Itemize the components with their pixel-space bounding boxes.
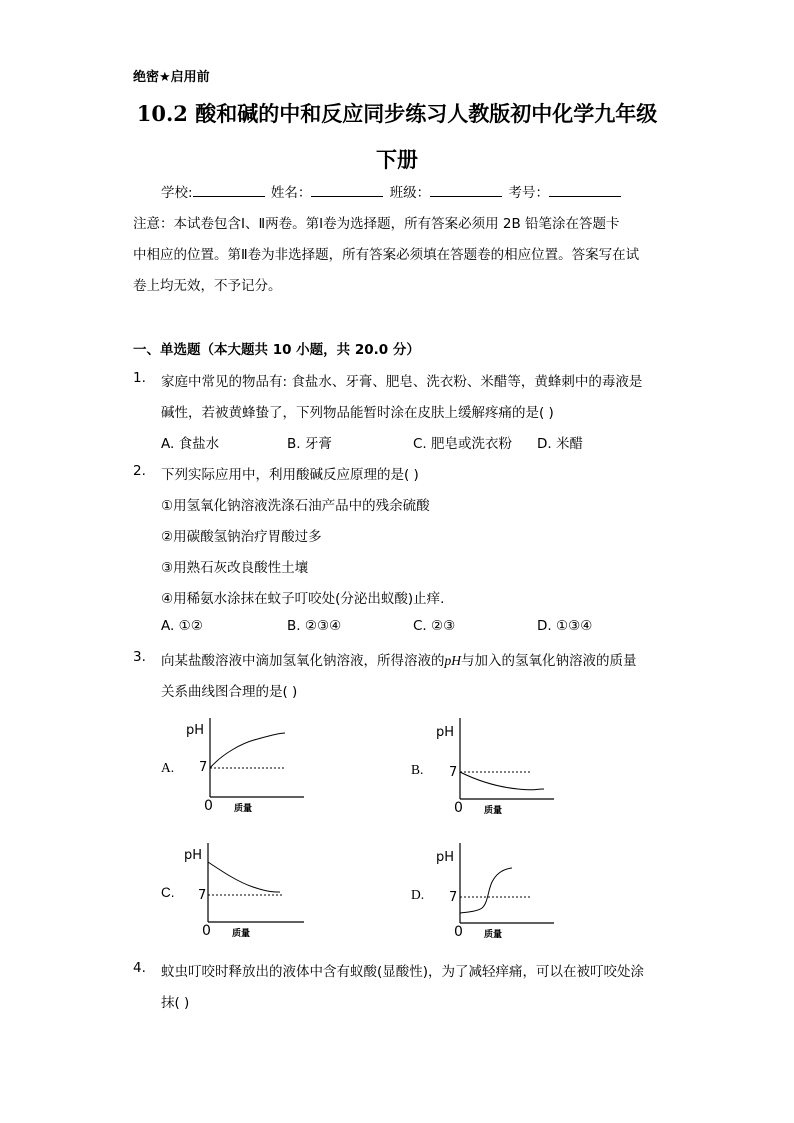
statement: ④用稀氨水涂抹在蚊子叮咬处(分泌出蚁酸)止痒.: [161, 591, 445, 607]
origin-label: 0: [454, 800, 463, 816]
graph-option-b[interactable]: [408, 715, 568, 820]
graph-label: D.: [411, 887, 425, 902]
exam-number-field[interactable]: [549, 183, 621, 197]
option-label: C.: [413, 436, 427, 452]
graph-label: C.: [161, 885, 175, 900]
question-text: 下列实际应用中，利用酸碱反应原理的是( ): [161, 467, 419, 483]
exam-number-label: 考号：: [508, 185, 549, 201]
x-axis-label: 质量: [484, 930, 503, 940]
option-label: C.: [413, 618, 427, 634]
reference-value: 7: [199, 760, 208, 775]
y-axis-label: pH: [186, 723, 205, 738]
graph-label: A.: [161, 760, 175, 775]
graph-option-c[interactable]: [158, 840, 318, 945]
origin-label: 0: [202, 923, 211, 939]
option-b[interactable]: [287, 618, 341, 634]
option-b[interactable]: [287, 432, 332, 452]
reference-value: 7: [449, 890, 458, 905]
graph-option-d[interactable]: [408, 840, 568, 945]
option-d[interactable]: [537, 618, 592, 634]
option-label: B.: [287, 436, 301, 452]
graph-option-a[interactable]: [158, 715, 318, 820]
question-text-part: 向某盐酸溶液中滴加氢氧化钠溶液，所得溶液的: [161, 653, 445, 669]
class-label: 班级：: [389, 185, 431, 201]
option-text: ②③: [431, 618, 456, 634]
option-text: 食盐水: [178, 436, 220, 452]
y-axis-label: pH: [436, 850, 455, 865]
option-c[interactable]: [413, 618, 455, 634]
question-text: 碱性，若被黄蜂蛰了，下列物品能暂时涂在皮肤上缓解疼痛的是( ): [161, 405, 554, 421]
y-axis-label: pH: [184, 848, 203, 863]
option-text: 米醋: [555, 436, 583, 452]
option-label: B.: [287, 618, 301, 634]
question-text-part: 与加入的氢氧化钠溶液的质量: [461, 653, 637, 669]
statement: ①用氢氧化钠溶液洗涤石油产品中的残余硫酸: [161, 498, 430, 514]
name-label: 姓名：: [270, 185, 312, 201]
x-axis-label: 质量: [484, 806, 503, 816]
option-c[interactable]: [413, 432, 512, 452]
option-label: A.: [161, 618, 175, 634]
class-field[interactable]: [430, 183, 502, 197]
x-axis-label: 质量: [234, 804, 253, 814]
ph-math-symbol: pH: [444, 653, 461, 668]
option-a[interactable]: [161, 432, 219, 452]
option-label: A.: [161, 436, 175, 452]
student-info-row: [161, 181, 623, 201]
section-heading: 一、单选题（本大题共 10 小题，共 20.0 分）: [133, 342, 420, 358]
option-label: D.: [537, 618, 552, 634]
notice-line: 注意：本试卷包含Ⅰ、Ⅱ两卷。第Ⅰ卷为选择题，所有答案必须用 2B 铅笔涂在答题卡: [133, 216, 620, 232]
option-text: ②③④: [304, 618, 342, 634]
school-label: 学校:: [161, 185, 193, 201]
option-text: 牙膏: [304, 436, 332, 452]
secret-label: 绝密★启用前: [133, 70, 210, 85]
name-field[interactable]: [311, 183, 383, 197]
option-a[interactable]: [161, 618, 203, 634]
origin-label: 0: [204, 798, 213, 814]
y-axis-label: pH: [436, 725, 455, 740]
question-text: 抹( ): [161, 995, 190, 1011]
page-title-line2: 下册: [376, 147, 418, 172]
x-axis-label: 质量: [232, 929, 251, 939]
school-field[interactable]: [193, 183, 265, 197]
origin-label: 0: [454, 924, 463, 940]
question-text: 蚊虫叮咬时释放出的液体中含有蚁酸(显酸性)，为了减轻痒痛，可以在被叮咬处涂: [161, 964, 645, 980]
question-number: 4.: [133, 960, 146, 976]
question-text: 关系曲线图合理的是( ): [161, 684, 298, 700]
reference-value: 7: [198, 888, 207, 903]
question-number: 1.: [133, 370, 146, 386]
notice-line: 中相应的位置。第Ⅱ卷为非选择题，所有答案必须填在答题卷的相应位置。答案写在试: [133, 247, 640, 263]
option-text: ①③④: [555, 618, 593, 634]
option-text: 肥皂或洗衣粉: [431, 436, 513, 452]
statement: ②用碳酸氢钠治疗胃酸过多: [161, 529, 322, 545]
page-title: 10.2 酸和碱的中和反应同步练习人教版初中化学九年级: [136, 101, 658, 126]
option-d[interactable]: [537, 432, 583, 452]
option-label: D.: [537, 436, 552, 452]
question-text: [161, 649, 637, 669]
option-text: ①②: [178, 618, 203, 634]
graph-label: B.: [411, 762, 424, 777]
statement: ③用熟石灰改良酸性土壤: [161, 560, 309, 576]
question-number: 3.: [133, 649, 146, 665]
notice-line: 卷上均无效，不予记分。: [133, 278, 282, 294]
question-text: 家庭中常见的物品有: 食盐水、牙膏、肥皂、洗衣粉、米醋等，黄蜂刺中的毒液是: [161, 374, 643, 390]
reference-value: 7: [449, 765, 458, 780]
question-number: 2.: [133, 463, 146, 479]
